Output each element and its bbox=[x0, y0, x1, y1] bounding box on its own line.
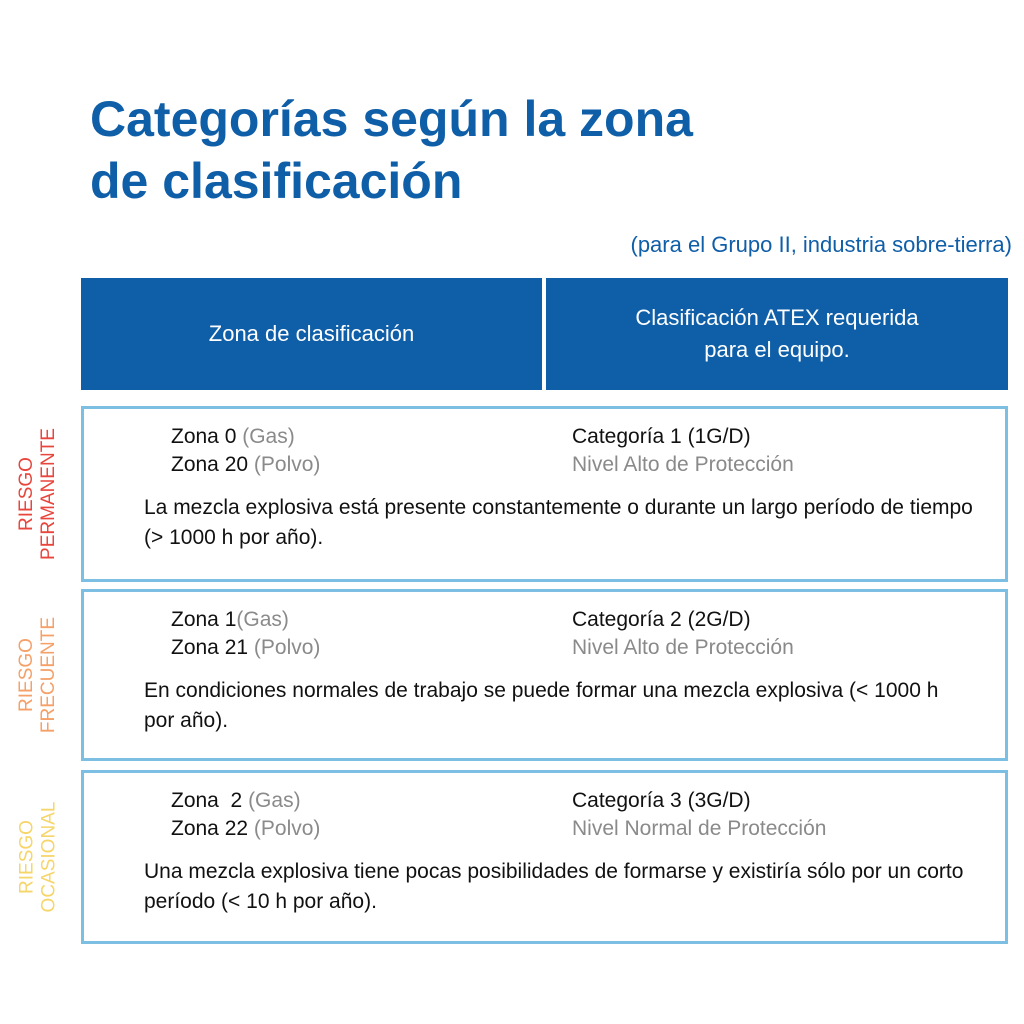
zone-dust-note: (Polvo) bbox=[253, 636, 321, 659]
row-description: La mezcla explosiva está presente constantemente o durante un largo período de tiempo (> 1000 h por año). bbox=[144, 496, 973, 549]
zone-gas-label: Zona 0 bbox=[171, 425, 237, 448]
table-header bbox=[81, 278, 1008, 390]
header-atex-line-2: para el equipo. bbox=[704, 337, 850, 362]
zone-cell bbox=[171, 423, 320, 479]
page-title bbox=[90, 88, 693, 212]
category-label: Categoría 2 (2G/D) bbox=[572, 608, 751, 631]
row-description: Una mezcla explosiva tiene pocas posibilidades de formarse y existiría sólo por un corto período (< 10 h por año). bbox=[144, 860, 964, 913]
zone-gas-label: Zona 2 bbox=[171, 789, 243, 812]
title-line-2: de clasificación bbox=[90, 153, 463, 209]
zone-dust bbox=[171, 634, 320, 662]
category-cell bbox=[572, 606, 794, 662]
category-label: Categoría 1 (1G/D) bbox=[572, 425, 751, 448]
zone-gas-note: (Gas) bbox=[242, 425, 295, 448]
protection-level: Nivel Normal de Protección bbox=[572, 817, 827, 840]
row-description: En condiciones normales de trabajo se puede formar una mezcla explosiva (< 1000 h por año). bbox=[144, 679, 939, 732]
header-atex-classification bbox=[546, 278, 1008, 390]
header-atex-line-1: Clasificación ATEX requerida bbox=[635, 305, 919, 330]
risk-label-line-1: RIESGO bbox=[16, 820, 37, 894]
protection-level: Nivel Alto de Protección bbox=[572, 453, 794, 476]
protection-level: Nivel Alto de Protección bbox=[572, 636, 794, 659]
subtitle: (para el Grupo II, industria sobre-tierra) bbox=[630, 232, 1012, 257]
zone-dust-note: (Polvo) bbox=[253, 817, 321, 840]
zone-gas-note: (Gas) bbox=[248, 789, 301, 812]
table-row bbox=[81, 770, 1008, 944]
category-cell bbox=[572, 423, 794, 479]
risk-label-permanent bbox=[8, 406, 68, 582]
risk-label-occasional bbox=[8, 770, 68, 944]
zone-cell bbox=[171, 606, 320, 662]
zone-dust-note: (Polvo) bbox=[253, 453, 321, 476]
zone-cell bbox=[171, 787, 320, 843]
table-row bbox=[81, 589, 1008, 761]
risk-label-line-2: FRECUENTE bbox=[38, 616, 59, 734]
risk-label-line-1: RIESGO bbox=[16, 638, 37, 712]
risk-label-line-2: PERMANENTE bbox=[38, 428, 59, 560]
category-label: Categoría 3 (3G/D) bbox=[572, 789, 751, 812]
zone-gas bbox=[171, 606, 320, 634]
zone-dust bbox=[171, 815, 320, 843]
zone-dust-label: Zona 22 bbox=[171, 817, 249, 840]
risk-label-frequent bbox=[8, 589, 68, 761]
title-line-1: Categorías según la zona bbox=[90, 91, 693, 147]
zone-gas bbox=[171, 423, 320, 451]
zone-dust-label: Zona 20 bbox=[171, 453, 249, 476]
zone-gas-label: Zona 1 bbox=[171, 608, 237, 631]
zone-dust-label: Zona 21 bbox=[171, 636, 249, 659]
header-zone-classification: Zona de clasificación bbox=[81, 278, 542, 390]
table-row bbox=[81, 406, 1008, 582]
category-cell bbox=[572, 787, 826, 843]
zone-dust bbox=[171, 451, 320, 479]
zone-gas bbox=[171, 787, 320, 815]
risk-label-line-2: OCASIONAL bbox=[38, 801, 59, 913]
risk-label-line-1: RIESGO bbox=[16, 457, 37, 531]
zone-gas-note: (Gas) bbox=[236, 608, 289, 631]
